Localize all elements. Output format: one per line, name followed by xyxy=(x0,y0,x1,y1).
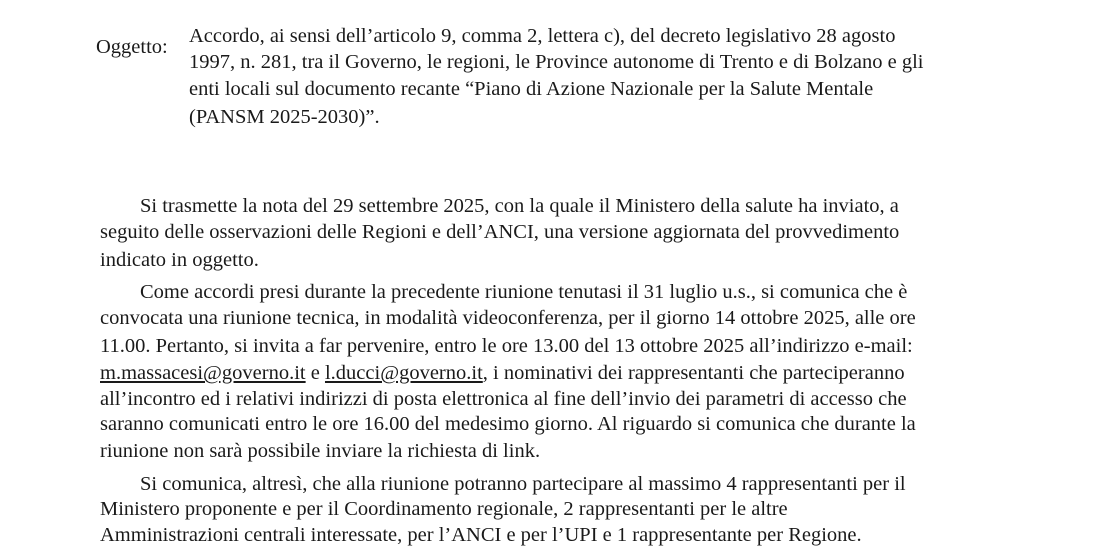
para3-line-3: Amministrazioni centrali interessate, per l’ANCI e per l’UPI e 1 rappresentante per Regione. xyxy=(100,524,862,546)
subject-line-4: (PANSM 2025-2030)”. xyxy=(189,106,380,128)
subject-line-2: 1997, n. 281, tra il Governo, le regioni, le Province autonome di Trento e di Bolzano e gli xyxy=(189,51,924,73)
para2-line-5: all’incontro ed i relativi indirizzi di posta elettronica al fine dell’invio dei parametri di accesso che xyxy=(100,388,907,410)
email-link-ducci[interactable]: l.ducci@governo.it xyxy=(324,362,483,384)
para3-line-2: Ministero proponente e per il Coordinamento regionale, 2 rappresentanti per le altre xyxy=(100,498,788,520)
para1-line-1: Si trasmette la nota del 29 settembre 2025, con la quale il Ministero della salute ha inviato, a xyxy=(140,195,899,217)
para3-line-1: Si comunica, altresì, che alla riunione potranno partecipare al massimo 4 rappresentanti per il xyxy=(140,473,906,495)
subject-line-1: Accordo, ai sensi dell’articolo 9, comma 2, lettera c), del decreto legislativo 28 agosto xyxy=(189,25,896,47)
email-link-massacesi[interactable]: m.massacesi@governo.it xyxy=(100,362,306,384)
para2-line-2: convocata una riunione tecnica, in modalità videoconferenza, per il giorno 14 ottobre 2025, alle ore xyxy=(100,307,916,329)
para2-line-4-rest: , i nominativi dei rappresentanti che parteciperanno xyxy=(482,362,905,384)
para2-line-7: riunione non sarà possibile inviare la richiesta di link. xyxy=(100,440,541,462)
subject-label: Oggetto: xyxy=(96,36,168,58)
email-conjunction: e xyxy=(305,362,325,384)
para2-line-4 xyxy=(100,363,905,384)
para2-line-1: Come accordi presi durante la precedente riunione tenutasi il 31 luglio u.s., si comunica che è xyxy=(140,281,908,303)
para2-line-3: 11.00. Pertanto, si invita a far pervenire, entro le ore 13.00 del 13 ottobre 2025 all’indirizzo e-mail: xyxy=(100,335,913,357)
para2-line-6: saranno comunicati entro le ore 16.00 del medesimo giorno. Al riguardo si comunica che durante la xyxy=(100,413,916,435)
subject-line-3: enti locali sul documento recante “Piano di Azione Nazionale per la Salute Mentale xyxy=(189,78,874,100)
para1-line-2: seguito delle osservazioni delle Regioni e dell’ANCI, una versione aggiornata del provvedimento xyxy=(100,221,900,243)
para1-line-3: indicato in oggetto. xyxy=(100,249,259,271)
